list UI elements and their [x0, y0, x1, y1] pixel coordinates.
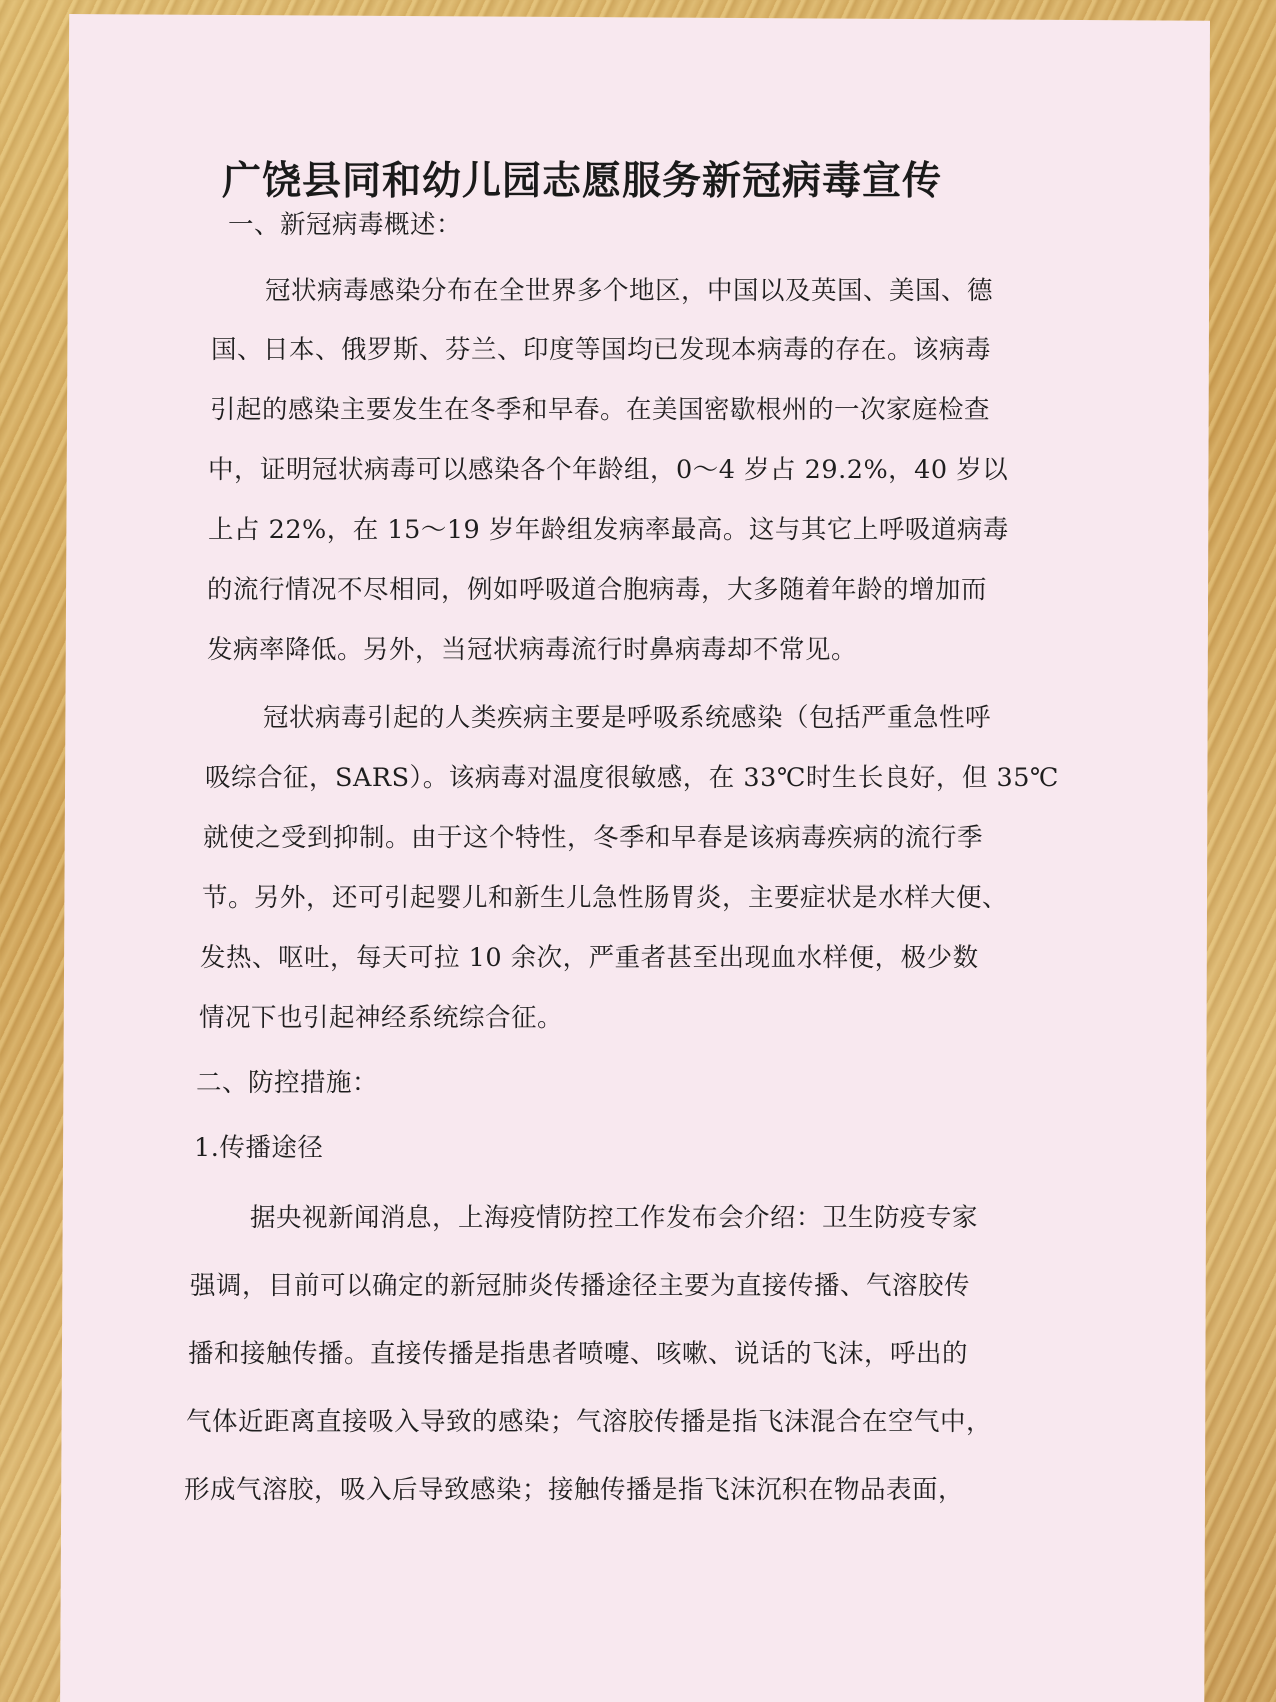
paragraph-line: 强调，目前可以确定的新冠肺炎传播途径主要为直接传播、气溶胶传 [190, 1271, 971, 1301]
paragraph-line: 据央视新闻消息，上海疫情防控工作发布会介绍：卫生防疫专家 [250, 1203, 979, 1233]
paragraph-line: 的流行情况不尽相同，例如呼吸道合胞病毒，大多随着年龄的增加而 [207, 575, 988, 605]
paragraph-line: 引起的感染主要发生在冬季和早春。在美国密歇根州的一次家庭检查 [210, 395, 991, 425]
paragraph-line: 吸综合征，SARS）。该病毒对温度很敏感，在 33℃时生长良好，但 35℃ [205, 763, 1059, 793]
document-title: 广饶县同和幼儿园志愿服务新冠病毒宣传 [222, 159, 943, 204]
paragraph-line: 播和接触传播。直接传播是指患者喷嚏、咳嗽、说话的飞沫，呼出的 [188, 1339, 969, 1369]
paragraph-line: 节。另外，还可引起婴儿和新生儿急性肠胃炎，主要症状是水样大便、 [202, 883, 1009, 913]
section1-heading: 一、新冠病毒概述： [228, 210, 463, 240]
paragraph-line: 就使之受到抑制。由于这个特性，冬季和早春是该病毒疾病的流行季 [203, 823, 984, 853]
paragraph-line: 冠状病毒引起的人类疾病主要是呼吸系统感染（包括严重急性呼 [263, 703, 992, 733]
paragraph-line: 国、日本、俄罗斯、芬兰、印度等国均已发现本病毒的存在。该病毒 [211, 335, 992, 365]
paragraph-line: 中，证明冠状病毒可以感染各个年龄组，0～4 岁占 29.2%，40 岁以 [208, 455, 1009, 485]
paper-sheet [60, 14, 1210, 1702]
paragraph-line: 冠状病毒感染分布在全世界多个地区，中国以及英国、美国、德 [265, 276, 994, 306]
section2-heading: 二、防控措施： [196, 1068, 379, 1098]
paragraph-line: 发病率降低。另外，当冠状病毒流行时鼻病毒却不常见。 [207, 635, 858, 665]
paragraph-line: 气体近距离直接吸入导致的感染；气溶胶传播是指飞沫混合在空气中， [186, 1407, 993, 1437]
paragraph-line: 发热、呕吐，每天可拉 10 余次，严重者甚至出现血水样便，极少数 [200, 943, 979, 973]
paragraph-line: 形成气溶胶，吸入后导致感染；接触传播是指飞沫沉积在物品表面， [184, 1475, 965, 1505]
paragraph-line: 上占 22%，在 15～19 岁年龄组发病率最高。这与其它上呼吸道病毒 [208, 515, 1009, 545]
paragraph-line: 情况下也引起神经系统综合征。 [199, 1003, 564, 1033]
subsection-heading: 1.传播途径 [194, 1133, 324, 1163]
